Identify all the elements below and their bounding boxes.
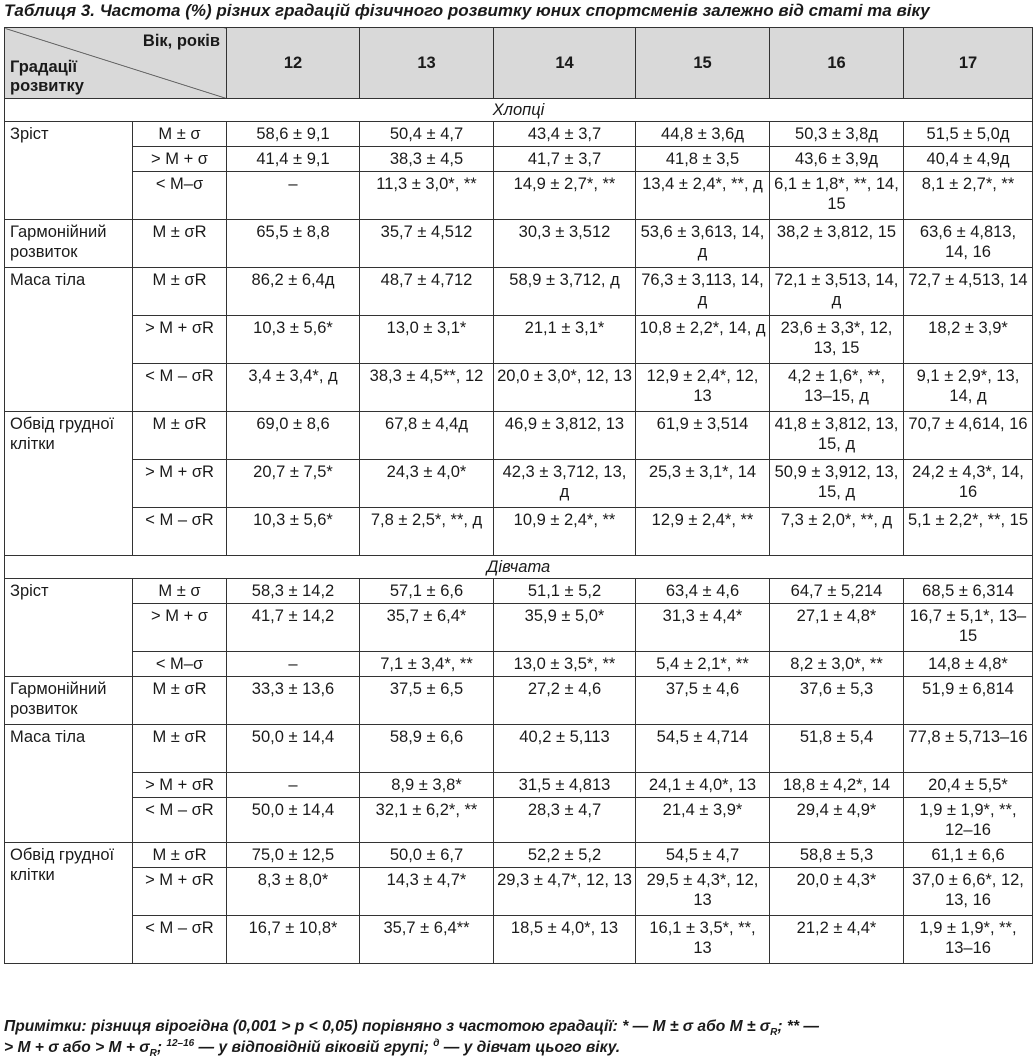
gradation-cell: M ± σ [133,579,227,604]
value-cell: 63,4 ± 4,6 [636,579,770,604]
gradation-cell: > M + σR [133,316,227,364]
value-cell: 46,9 ± 3,812, 13 [494,412,636,460]
value-cell: 38,2 ± 3,812, 15 [770,220,904,268]
table-row [5,316,1033,364]
age-header-12: 12 [227,28,360,99]
table-notes: Примітки: різниця вірогідна (0,001 > p < 0,05) порівняно з частотою градації: * — M ± σ або $M \pm \sigma_R$; ** — > M + σ або > $M + \sigma_R$; $^{12-16}$ — у відповідній віковій групі; $^д$ — у дівчат цього віку. [4,1018,819,1059]
value-cell: 24,3 ± 4,0* [360,460,494,508]
age-header-label: Вік, років [142,32,220,50]
value-cell: 28,3 ± 4,7 [494,798,636,843]
gradation-cell: M ± σR [133,268,227,316]
value-cell: 43,6 ± 3,9д [770,147,904,172]
value-cell: 9,1 ± 2,9*, 13, 14, д [904,364,1033,412]
age-header-14: 14 [494,28,636,99]
gradation-cell: < M – σR [133,916,227,964]
value-cell: 41,8 ± 3,812, 13, 15, д [770,412,904,460]
value-cell: 57,1 ± 6,6 [360,579,494,604]
table-row [5,773,1033,798]
category-cell: Маса тіла [5,725,133,843]
value-cell: 12,9 ± 2,4*, 12, 13 [636,364,770,412]
value-cell: 20,0 ± 3,0*, 12, 13 [494,364,636,412]
gradation-cell: > M + σ [133,604,227,652]
value-cell: 5,4 ± 2,1*, ** [636,652,770,677]
value-cell: 41,7 ± 3,7 [494,147,636,172]
gradation-cell: M ± σ [133,122,227,147]
value-cell: 50,3 ± 3,8д [770,122,904,147]
value-cell: 12,9 ± 2,4*, ** [636,508,770,556]
value-cell: 27,1 ± 4,8* [770,604,904,652]
value-cell: 58,9 ± 3,712, д [494,268,636,316]
value-cell: 38,3 ± 4,5**, 12 [360,364,494,412]
table-row [5,579,1033,604]
value-cell: 35,7 ± 6,4** [360,916,494,964]
value-cell: 23,6 ± 3,3*, 12, 13, 15 [770,316,904,364]
table-row [5,916,1033,964]
table-row [5,798,1033,843]
table-row [5,868,1033,916]
table-row [5,220,1033,268]
value-cell: 42,3 ± 3,712, 13, д [494,460,636,508]
value-cell: 63,6 ± 4,813, 14, 16 [904,220,1033,268]
gradation-cell: < M–σ [133,652,227,677]
value-cell: 50,0 ± 14,4 [227,798,360,843]
header-corner-cell [5,28,227,99]
value-cell: 24,1 ± 4,0*, 13 [636,773,770,798]
value-cell: 14,9 ± 2,7*, ** [494,172,636,220]
value-cell: 10,9 ± 2,4*, ** [494,508,636,556]
value-cell: 10,3 ± 5,6* [227,508,360,556]
gradation-cell: > M + σR [133,773,227,798]
category-cell: Зріст [5,122,133,220]
age-header-17: 17 [904,28,1033,99]
value-cell: 67,8 ± 4,4д [360,412,494,460]
table-row [5,508,1033,556]
section-row-boys [5,99,1033,122]
table-row [5,364,1033,412]
table-row [5,652,1033,677]
value-cell: 64,7 ± 5,214 [770,579,904,604]
value-cell: 68,5 ± 6,314 [904,579,1033,604]
value-cell: 69,0 ± 8,6 [227,412,360,460]
value-cell: 7,8 ± 2,5*, **, д [360,508,494,556]
table-container [4,27,1032,964]
value-cell: 1,9 ± 1,9*, **, 12–16 [904,798,1033,843]
value-cell: 53,6 ± 3,613, 14, д [636,220,770,268]
category-cell: Обвід грудної клітки [5,843,133,964]
value-cell: 25,3 ± 3,1*, 14 [636,460,770,508]
value-cell: 41,4 ± 9,1 [227,147,360,172]
value-cell: 13,4 ± 2,4*, **, д [636,172,770,220]
value-cell: 50,0 ± 6,7 [360,843,494,868]
table-row [5,268,1033,316]
value-cell: 10,8 ± 2,2*, 14, д [636,316,770,364]
category-cell: Гармонійний розвиток [5,677,133,725]
category-cell: Маса тіла [5,268,133,412]
value-cell: 51,1 ± 5,2 [494,579,636,604]
category-cell: Обвід грудної клітки [5,412,133,556]
value-cell: 4,2 ± 1,6*, **, 13–15, д [770,364,904,412]
value-cell: 41,7 ± 14,2 [227,604,360,652]
value-cell: 35,7 ± 6,4* [360,604,494,652]
table-row [5,412,1033,460]
gradation-cell: M ± σR [133,843,227,868]
value-cell: 16,7 ± 5,1*, 13–15 [904,604,1033,652]
value-cell: 27,2 ± 4,6 [494,677,636,725]
header-row [5,28,1033,99]
value-cell: 38,3 ± 4,5 [360,147,494,172]
value-cell: 54,5 ± 4,714 [636,725,770,773]
value-cell: 54,5 ± 4,7 [636,843,770,868]
value-cell: 40,2 ± 5,113 [494,725,636,773]
gradation-cell: < M – σR [133,798,227,843]
value-cell: 77,8 ± 5,713–16 [904,725,1033,773]
value-cell: 1,9 ± 1,9*, **, 13–16 [904,916,1033,964]
value-cell: 16,1 ± 3,5*, **, 13 [636,916,770,964]
value-cell: 14,3 ± 4,7* [360,868,494,916]
gradation-cell: > M + σR [133,868,227,916]
value-cell: 20,4 ± 5,5* [904,773,1033,798]
value-cell: 7,3 ± 2,0*, **, д [770,508,904,556]
value-cell: 76,3 ± 3,113, 14, д [636,268,770,316]
table-caption: Таблиця 3. Частота (%) різних градацій фізичного розвитку юних спортсменів залежно від статі та віку [4,1,930,20]
value-cell: 52,2 ± 5,2 [494,843,636,868]
value-cell: 50,9 ± 3,912, 13, 15, д [770,460,904,508]
value-cell: 65,5 ± 8,8 [227,220,360,268]
value-cell: 8,2 ± 3,0*, ** [770,652,904,677]
value-cell: 14,8 ± 4,8* [904,652,1033,677]
value-cell: 75,0 ± 12,5 [227,843,360,868]
gradation-cell: > M + σR [133,460,227,508]
value-cell: 37,5 ± 4,6 [636,677,770,725]
section-row-girls [5,556,1033,579]
section-label: Дівчата [5,556,1033,579]
value-cell: 50,4 ± 4,7 [360,122,494,147]
value-cell: 40,4 ± 4,9д [904,147,1033,172]
value-cell: 44,8 ± 3,6д [636,122,770,147]
value-cell: 18,8 ± 4,2*, 14 [770,773,904,798]
table-row [5,677,1033,725]
value-cell: 18,5 ± 4,0*, 13 [494,916,636,964]
age-header-13: 13 [360,28,494,99]
value-cell: 51,5 ± 5,0д [904,122,1033,147]
value-cell: 70,7 ± 4,614, 16 [904,412,1033,460]
value-cell: 29,5 ± 4,3*, 12, 13 [636,868,770,916]
table-row [5,843,1033,868]
value-cell: 35,7 ± 4,512 [360,220,494,268]
value-cell: 29,4 ± 4,9* [770,798,904,843]
value-cell: – [227,652,360,677]
value-cell: 21,1 ± 3,1* [494,316,636,364]
value-cell: 58,8 ± 5,3 [770,843,904,868]
value-cell: 21,4 ± 3,9* [636,798,770,843]
table-row [5,725,1033,773]
value-cell: 41,8 ± 3,5 [636,147,770,172]
table-row [5,460,1033,508]
age-header-16: 16 [770,28,904,99]
value-cell: – [227,172,360,220]
value-cell: 8,9 ± 3,8* [360,773,494,798]
gradation-cell: M ± σR [133,725,227,773]
value-cell: 13,0 ± 3,1* [360,316,494,364]
value-cell: 5,1 ± 2,2*, **, 15 [904,508,1033,556]
table-row [5,172,1033,220]
value-cell: 58,3 ± 14,2 [227,579,360,604]
value-cell: 10,3 ± 5,6* [227,316,360,364]
value-cell: 8,3 ± 8,0* [227,868,360,916]
gradation-cell: M ± σR [133,220,227,268]
value-cell: 58,6 ± 9,1 [227,122,360,147]
gradation-cell: M ± σR [133,677,227,725]
table-row [5,147,1033,172]
value-cell: 13,0 ± 3,5*, ** [494,652,636,677]
value-cell: – [227,773,360,798]
value-cell: 29,3 ± 4,7*, 12, 13 [494,868,636,916]
value-cell: 7,1 ± 3,4*, ** [360,652,494,677]
value-cell: 37,0 ± 6,6*, 12, 13, 16 [904,868,1033,916]
section-label: Хлопці [5,99,1033,122]
value-cell: 72,7 ± 4,513, 14 [904,268,1033,316]
value-cell: 43,4 ± 3,7 [494,122,636,147]
value-cell: 24,2 ± 4,3*, 14, 16 [904,460,1033,508]
value-cell: 11,3 ± 3,0*, ** [360,172,494,220]
gradation-cell: < M – σR [133,508,227,556]
value-cell: 61,9 ± 3,514 [636,412,770,460]
gradation-cell: > M + σ [133,147,227,172]
value-cell: 86,2 ± 6,4д [227,268,360,316]
table-row [5,122,1033,147]
value-cell: 3,4 ± 3,4*, д [227,364,360,412]
table-row [5,604,1033,652]
value-cell: 31,3 ± 4,4* [636,604,770,652]
gradation-cell: M ± σR [133,412,227,460]
value-cell: 8,1 ± 2,7*, ** [904,172,1033,220]
value-cell: 58,9 ± 6,6 [360,725,494,773]
value-cell: 37,6 ± 5,3 [770,677,904,725]
value-cell: 31,5 ± 4,813 [494,773,636,798]
value-cell: 21,2 ± 4,4* [770,916,904,964]
gradation-cell: < M–σ [133,172,227,220]
data-table [4,27,1033,964]
value-cell: 6,1 ± 1,8*, **, 14, 15 [770,172,904,220]
value-cell: 37,5 ± 6,5 [360,677,494,725]
gradation-header-label: Градації розвитку [10,58,84,95]
value-cell: 48,7 ± 4,712 [360,268,494,316]
value-cell: 33,3 ± 13,6 [227,677,360,725]
value-cell: 51,8 ± 5,4 [770,725,904,773]
category-cell: Гармонійний розвиток [5,220,133,268]
value-cell: 20,7 ± 7,5* [227,460,360,508]
value-cell: 30,3 ± 3,512 [494,220,636,268]
value-cell: 32,1 ± 6,2*, ** [360,798,494,843]
age-header-15: 15 [636,28,770,99]
category-cell: Зріст [5,579,133,677]
value-cell: 18,2 ± 3,9* [904,316,1033,364]
value-cell: 51,9 ± 6,814 [904,677,1033,725]
value-cell: 16,7 ± 10,8* [227,916,360,964]
value-cell: 35,9 ± 5,0* [494,604,636,652]
value-cell: 20,0 ± 4,3* [770,868,904,916]
value-cell: 72,1 ± 3,513, 14, д [770,268,904,316]
value-cell: 50,0 ± 14,4 [227,725,360,773]
gradation-cell: < M – σR [133,364,227,412]
value-cell: 61,1 ± 6,6 [904,843,1033,868]
